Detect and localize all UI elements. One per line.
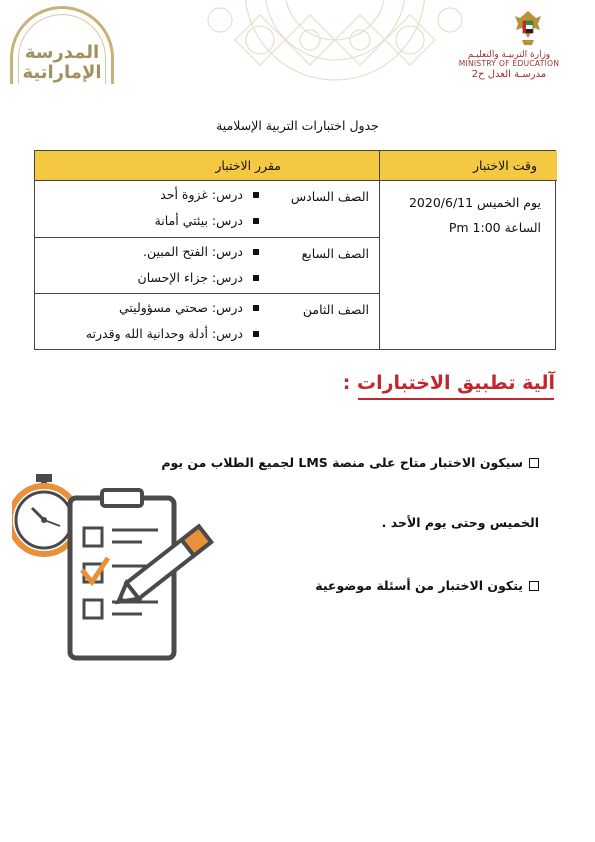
exam-time-cell xyxy=(379,181,557,349)
lesson-text: درس: بيئتي أمانة xyxy=(154,213,243,228)
grade-name: الصف السادس xyxy=(290,189,369,204)
heading-underline xyxy=(358,398,554,400)
uae-emblem-icon xyxy=(512,8,544,48)
bullet-icon xyxy=(253,275,259,281)
lesson-text: درس: جزاء الإحسان xyxy=(137,270,243,285)
ministry-name-ar: وزارة التربيـة والتعليـم xyxy=(467,50,551,60)
grade-name: الصف السابع xyxy=(301,246,369,261)
grade-name: الصف الثامن xyxy=(302,302,369,317)
lesson-item xyxy=(138,270,259,285)
mechanism-item-text: سيكون الاختبار متاح على منصة LMS لجميع الطلاب من يوم xyxy=(161,455,523,470)
ministry-name-en: MINISTRY OF EDUCATION xyxy=(458,59,560,69)
mechanism-item-continuation: الخميس وحتى يوم الأحد . xyxy=(381,515,539,530)
lesson-item xyxy=(155,213,259,228)
exam-schedule-table xyxy=(34,150,556,350)
school-logo xyxy=(6,6,118,84)
lesson-text: درس: غزوة أحد xyxy=(160,187,243,202)
lesson-text: درس: أدلة وحدانية الله وقدرته xyxy=(85,326,243,341)
mechanism-item-questions xyxy=(315,578,539,593)
header-exam-time: وقت الاختبار xyxy=(379,151,557,181)
lesson-item xyxy=(143,244,259,259)
lesson-text: درس: صحتي مسؤوليتي xyxy=(118,300,243,315)
table-row xyxy=(35,293,379,349)
school-name: مدرسـة العدل ح2 xyxy=(471,68,547,80)
header-exam-subject: مقرر الاختبار xyxy=(35,151,379,181)
ministry-block xyxy=(430,50,588,80)
bullet-icon xyxy=(253,331,259,337)
mechanism-item-text: يتكون الاختبار من أسئلة موضوعية xyxy=(315,578,523,593)
checkbox-icon xyxy=(529,458,539,468)
exam-date: يوم الخميس 2020/6/11 xyxy=(408,195,541,210)
bullet-icon xyxy=(253,249,259,255)
table-row xyxy=(35,181,379,237)
lesson-text: درس: الفتح المبين. xyxy=(142,244,243,259)
bullet-icon xyxy=(253,192,259,198)
exam-clipboard-stopwatch-icon xyxy=(12,470,232,670)
page-title: جدول اختبارات التربية الإسلامية xyxy=(216,118,379,133)
mechanism-heading: آلية تطبيق الاختبارات : xyxy=(342,372,555,394)
lesson-item xyxy=(160,187,259,202)
logo-text-line1: المدرسة xyxy=(24,42,100,63)
mechanism-item-lms xyxy=(161,455,539,470)
table-row xyxy=(35,237,379,293)
logo-text-line2: الإماراتية xyxy=(22,62,102,83)
checkbox-icon xyxy=(529,581,539,591)
exam-hour: الساعة Pm 1:00 xyxy=(448,220,541,235)
bullet-icon xyxy=(253,305,259,311)
lesson-item xyxy=(119,300,259,315)
lesson-item xyxy=(86,326,259,341)
bullet-icon xyxy=(253,218,259,224)
